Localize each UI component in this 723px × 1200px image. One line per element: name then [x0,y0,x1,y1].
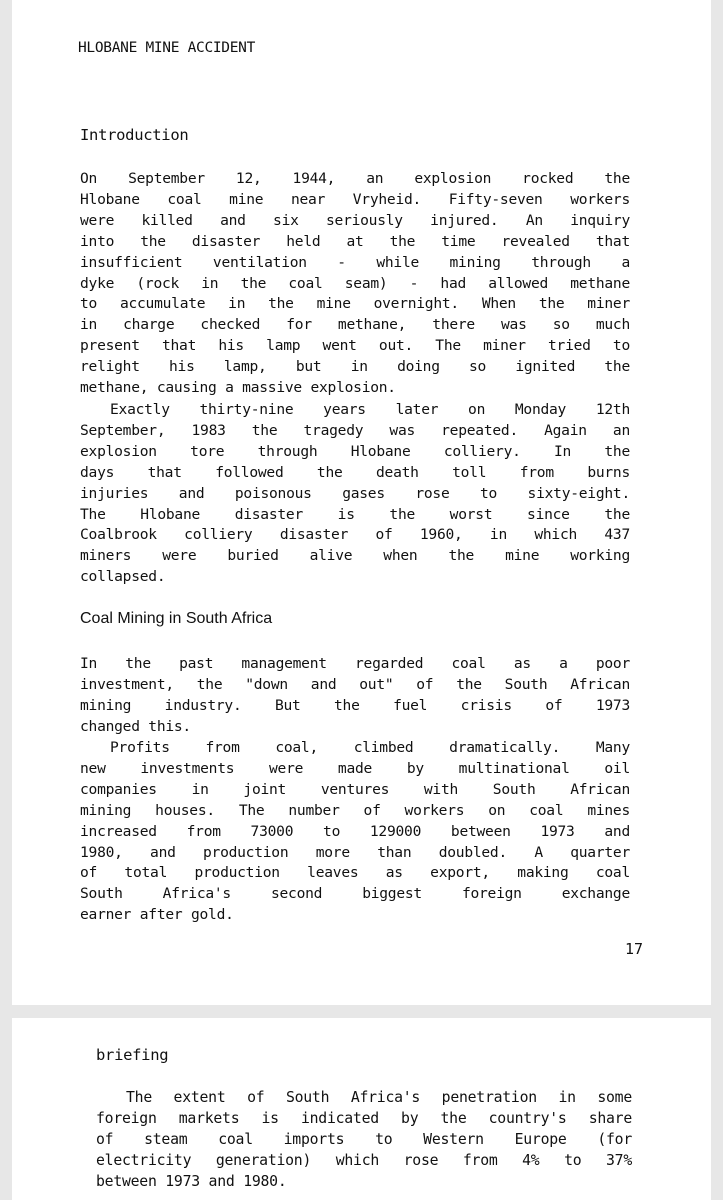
text-line: mining industry. But the fuel crisis of 1973 [80,696,630,714]
text-line: of steam coal imports to Western Europe (for [96,1130,632,1148]
introduction-paragraph-1 [80,169,630,399]
page-number: 17 [624,940,643,958]
text-line: were killed and six seriously injured. An inquiry [80,211,630,229]
text-line: September, 1983 the tragedy was repeated. Again an [80,421,630,439]
briefing-paragraph-1 [96,1088,632,1193]
text-line: mining houses. The number of workers on coal mines [80,801,630,819]
text-line: Hlobane coal mine near Vryheid. Fifty-seven workers [80,190,630,208]
text-line: increased from 73000 to 129000 between 1973 and [80,822,630,840]
text-line: In the past management regarded coal as a poor [80,655,630,672]
text-line: injuries and poisonous gases rose to sixty-eight. [80,484,630,502]
text-line: present that his lamp went out. The miner tried to [80,337,630,355]
text-line: miners were buried alive when the mine working [80,547,630,565]
text-line: Exactly thirty-nine years later on Monday 12th [110,401,630,418]
page-header-briefing: briefing [96,1046,169,1064]
introduction-paragraph-2 [80,400,630,588]
text-line: to accumulate in the mine overnight. When the miner [80,295,630,313]
text-line: foreign markets is indicated by the country's share [96,1109,632,1127]
text-line: new investments were made by multinational oil [80,759,630,777]
text-line: in charge checked for methane, there was so much [80,316,630,334]
text-line: The Hlobane disaster is the worst since the [80,505,630,523]
text-line: into the disaster held at the time revealed that [80,232,630,250]
text-line: collapsed. [80,568,166,586]
text-line: On September 12, 1944, an explosion rocked the [80,170,630,187]
document-page-2 [12,1018,711,1200]
section-title-introduction: Introduction [80,126,189,144]
text-line: between 1973 and 1980. [96,1172,287,1190]
section-title-coal-mining: Coal Mining in South Africa [80,610,273,627]
text-line: earner after gold. [80,906,234,924]
text-line: investment, the "down and out" of the South African [80,675,630,693]
text-line: electricity generation) which rose from 4% to 37% [96,1151,632,1169]
text-line: Coalbrook colliery disaster of 1960, in which 437 [80,526,630,544]
text-line: explosion tore through Hlobane colliery. In the [80,442,630,460]
coal-mining-paragraph-2 [80,738,630,926]
document-header: HLOBANE MINE ACCIDENT [78,40,256,56]
text-line: insufficient ventilation - while mining through a [80,253,630,271]
text-line: Profits from coal, climbed dramatically. Many [110,739,630,756]
document-page-1 [12,0,711,1005]
text-line: 1980, and production more than doubled. A quarter [80,843,630,861]
text-line: South Africa's second biggest foreign exchange [80,885,630,903]
text-line: companies in joint ventures with South African [80,780,630,798]
text-line: The extent of South Africa's penetration in some [126,1089,632,1106]
text-line: relight his lamp, but in doing so ignited the [80,358,630,376]
text-line: dyke (rock in the coal seam) - had allowed methane [80,274,630,292]
text-line: changed this. [80,717,191,735]
coal-mining-paragraph-1 [80,654,630,738]
text-line: days that followed the death toll from burns [80,463,630,481]
text-line: methane, causing a massive explosion. [80,379,396,397]
text-line: of total production leaves as export, making coal [80,864,630,882]
